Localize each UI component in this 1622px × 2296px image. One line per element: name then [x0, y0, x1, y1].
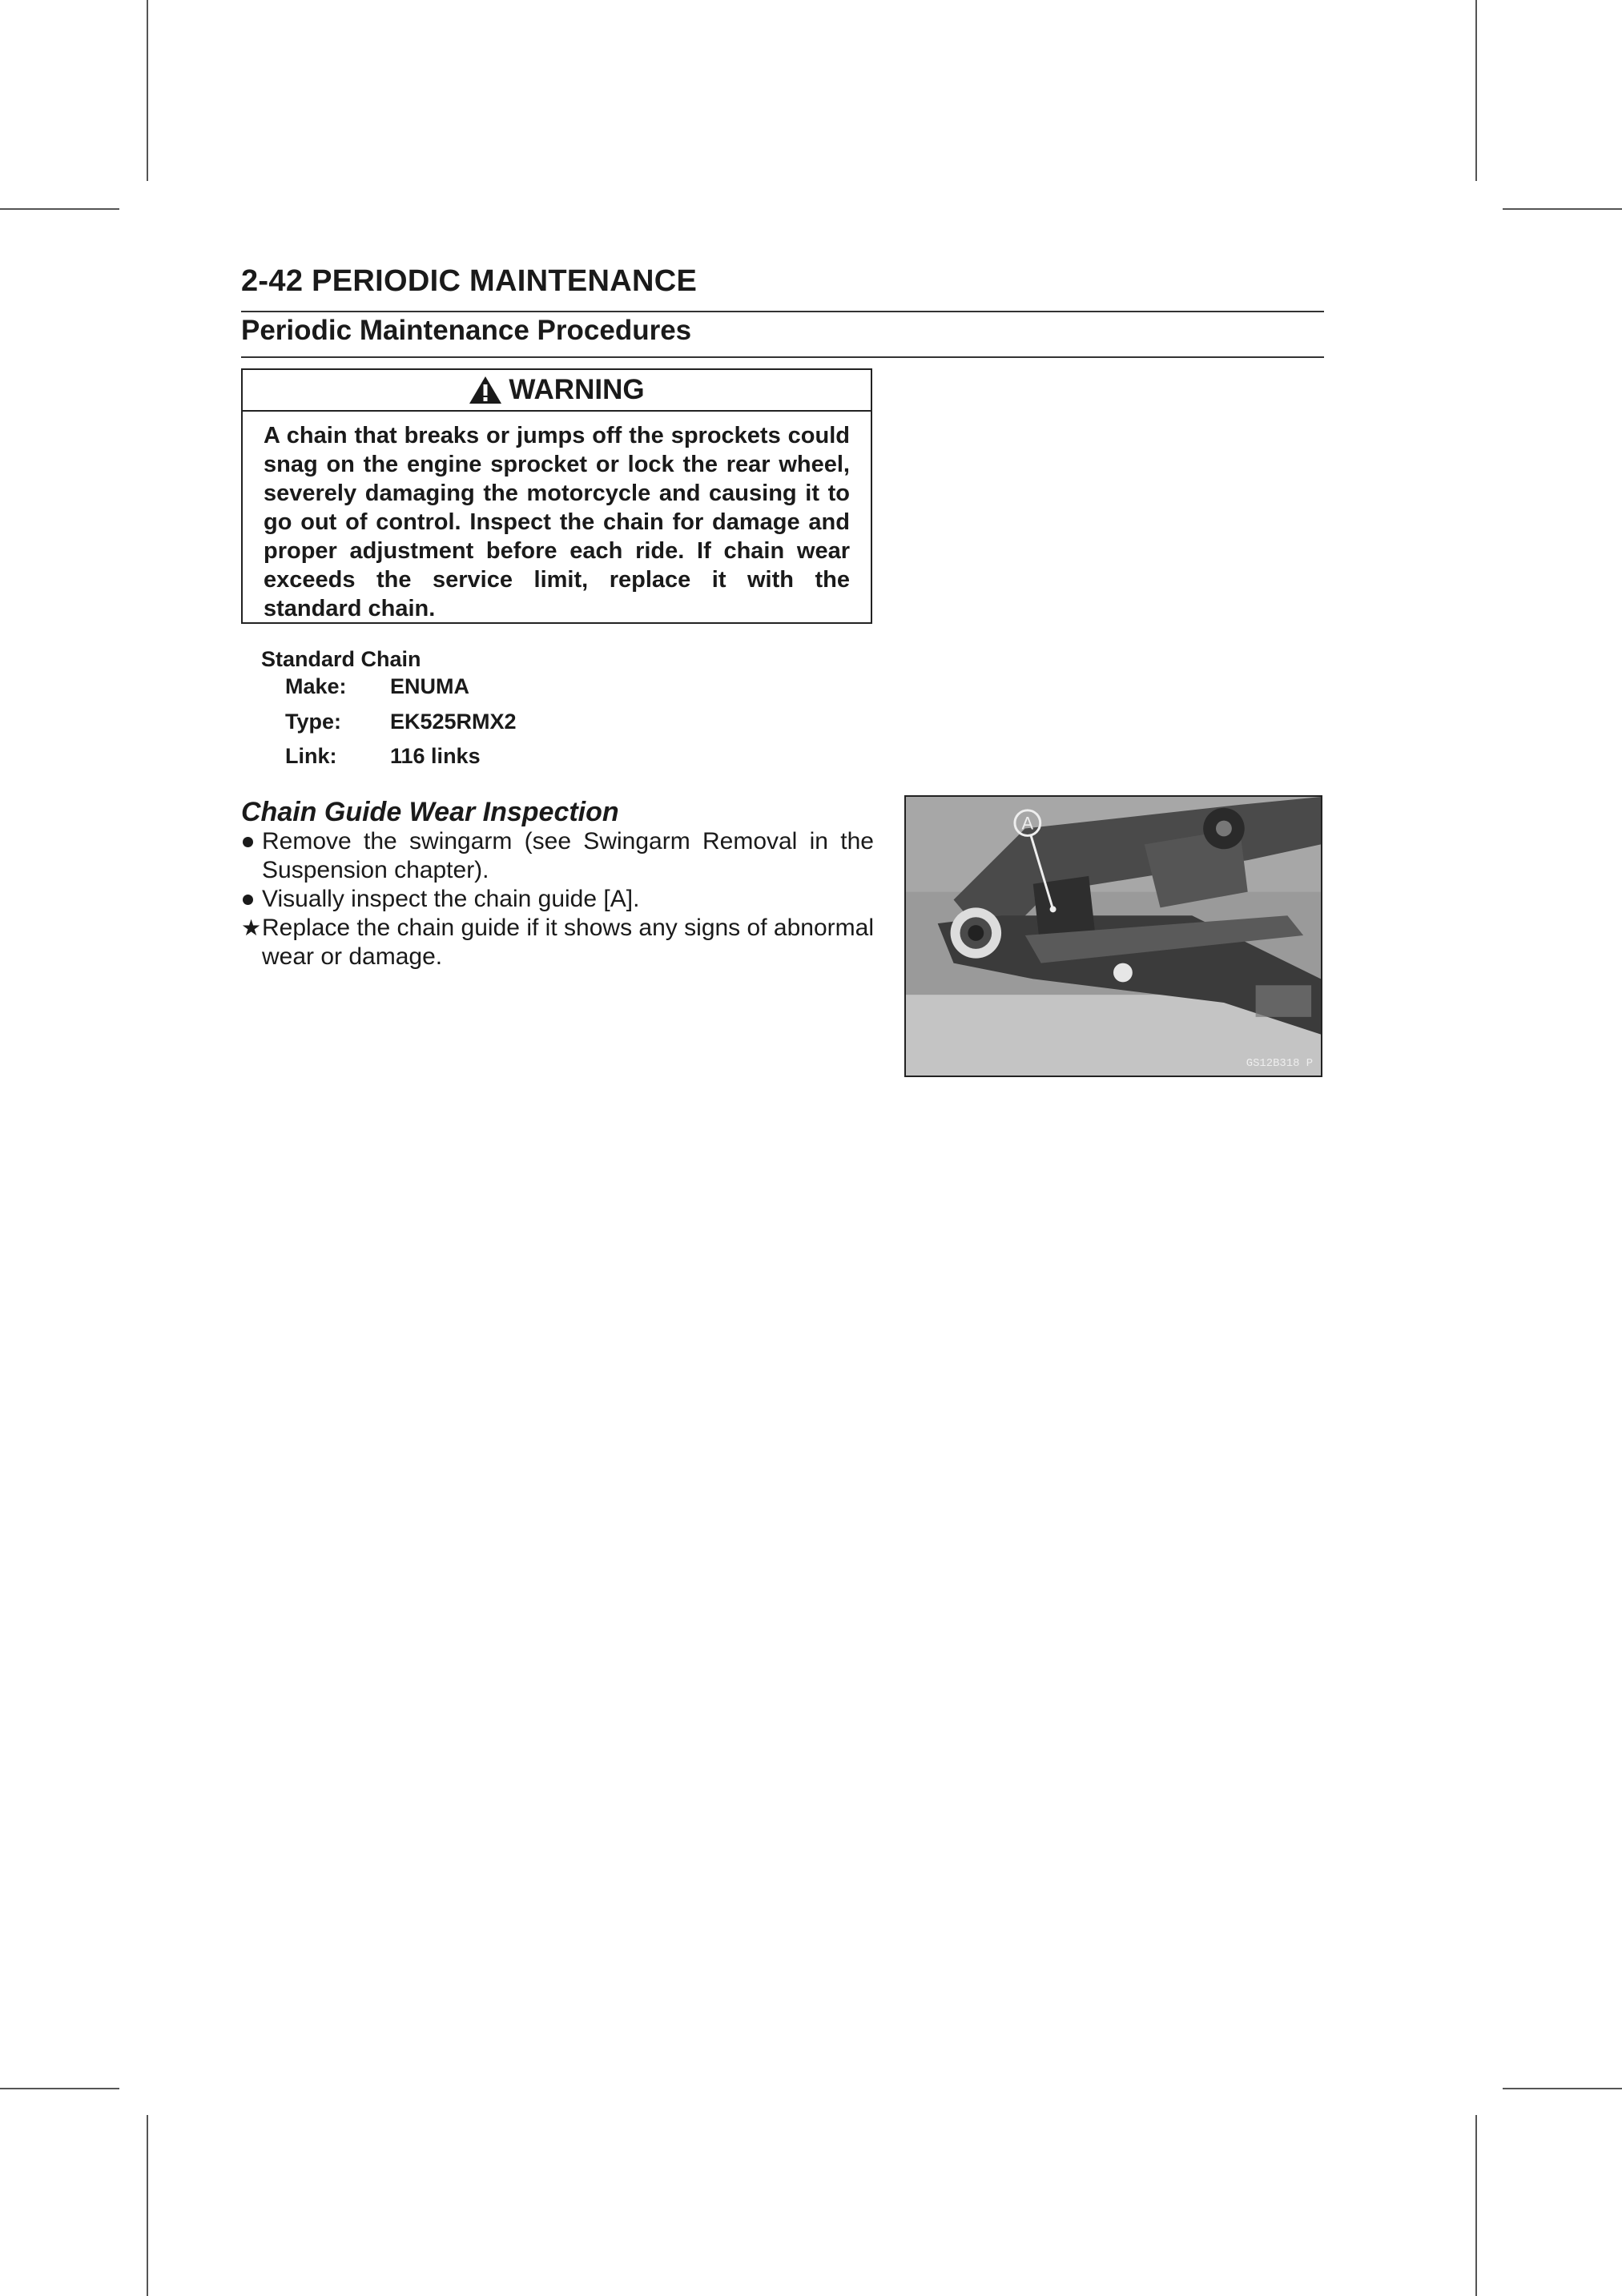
star-icon: ★ [241, 915, 262, 940]
section-rule [241, 356, 1324, 358]
subsection-title: Chain Guide Wear Inspection [241, 797, 619, 827]
crop-mark [1475, 2115, 1477, 2296]
warning-title: WARNING [509, 374, 645, 405]
step-text: Remove the swingarm (see Swingarm Removal in the Suspension chapter). [262, 828, 874, 883]
crop-mark [147, 2115, 148, 2296]
crop-mark [1503, 208, 1622, 210]
swingarm-illustration [906, 797, 1321, 1076]
figure-code: GS12B318 P [1246, 1057, 1314, 1071]
spec-value: ENUMA [390, 674, 469, 698]
step-text: Visually inspect the chain guide [A]. [262, 886, 640, 912]
warning-title-bar [243, 370, 871, 412]
page-header: 2-42 PERIODIC MAINTENANCE [241, 264, 698, 298]
bullet-icon [241, 827, 262, 847]
list-item [241, 914, 874, 971]
inspection-steps [241, 827, 874, 971]
section-title: Periodic Maintenance Procedures [241, 315, 692, 346]
warning-text: A chain that breaks or jumps off the sprockets could snag on the engine sprocket or lock the rear wheel, severely damaging the motorcycle and causing it to go out of control. Inspect the chain for damage and proper adjustment before each ride. If chain wear exceeds the service limit, replace it with the standard chain. [264, 423, 850, 621]
spec-value: 116 links [390, 744, 481, 768]
spec-key: Type: [285, 710, 342, 734]
crop-mark [0, 2088, 119, 2089]
bullet-icon [241, 885, 262, 905]
list-item [241, 885, 874, 914]
spec-key: Make: [285, 674, 347, 698]
crop-mark [1475, 0, 1477, 181]
crop-mark [147, 0, 148, 181]
spec-value: EK525RMX2 [390, 710, 517, 734]
figure-callout: A [1021, 813, 1034, 834]
spec-key: Link: [285, 744, 337, 768]
warning-box [241, 368, 872, 624]
header-rule [241, 311, 1324, 312]
step-text: Replace the chain guide if it shows any signs of abnormal wear or damage. [262, 915, 874, 970]
swingarm-photo [904, 795, 1322, 1077]
crop-mark [0, 208, 119, 210]
crop-mark [1503, 2088, 1622, 2089]
warning-triangle-icon [469, 376, 502, 404]
standard-chain-label: Standard Chain [261, 647, 421, 671]
list-item [241, 827, 874, 885]
